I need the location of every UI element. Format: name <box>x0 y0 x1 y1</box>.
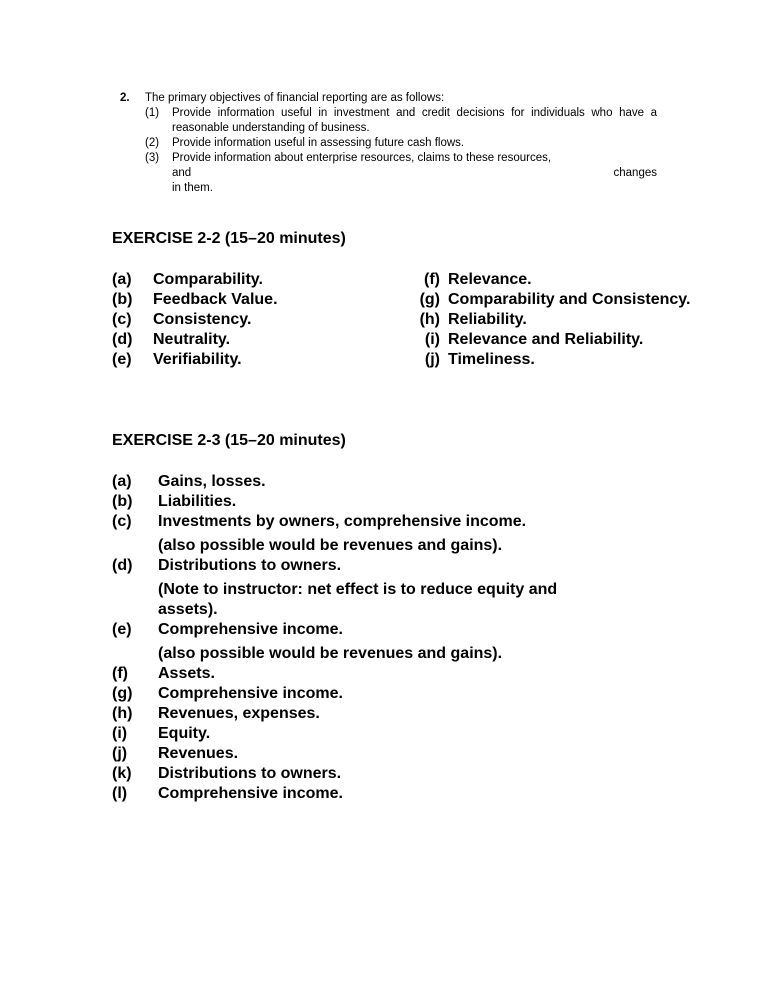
objective-text-3-line2-left: and <box>172 167 192 179</box>
objective-text-1: Provide information useful in investment and credit decisions for individuals who have a reasonable understanding of business. <box>172 107 657 134</box>
list-item-text: Comprehensive income. <box>158 785 343 802</box>
list-item-note: (also possible would be revenues and gains). <box>158 645 503 662</box>
objective-label-2: (2) <box>145 137 160 149</box>
list-item-text: Liabilities. <box>158 493 237 510</box>
list-item-text: Distributions to owners. <box>158 557 342 574</box>
list-item-text: Gains, losses. <box>158 473 266 490</box>
list-item-label: (l) <box>112 785 128 802</box>
list-item-label: (j) <box>424 351 440 368</box>
list-item-text: Comprehensive income. <box>158 685 343 702</box>
list-item-label: (h) <box>419 311 440 328</box>
list-item-label: (g) <box>112 685 133 702</box>
list-item-text: Verifiability. <box>153 351 242 368</box>
objective-label-3: (3) <box>145 152 160 164</box>
list-item-label: (c) <box>112 513 132 530</box>
list-item-label: (j) <box>112 745 128 762</box>
list-item-text: Revenues. <box>158 745 239 762</box>
list-item-note: (also possible would be revenues and gains). <box>158 537 503 554</box>
list-item-text: Consistency. <box>153 311 252 328</box>
list-item-label: (g) <box>419 291 440 308</box>
objective-text-2: Provide information useful in assessing future cash flows. <box>172 137 465 149</box>
list-item-label: (d) <box>112 557 133 574</box>
list-item-text: Relevance and Reliability. <box>448 331 644 348</box>
list-item-text: Comparability and Consistency. <box>448 291 691 308</box>
list-item-label: (i) <box>112 725 128 742</box>
list-item-label: (b) <box>112 291 133 308</box>
list-item-text: Distributions to owners. <box>158 765 342 782</box>
objective-text-3-line2-right: changes <box>613 167 657 179</box>
list-item-text: Investments by owners, comprehensive income. <box>158 513 527 530</box>
list-item-note: assets). <box>158 601 218 618</box>
list-item-text: Feedback Value. <box>153 291 278 308</box>
list-item-label: (d) <box>112 331 133 348</box>
section-intro: The primary objectives of financial reporting are as follows: <box>145 92 445 104</box>
list-item-label: (e) <box>112 351 132 368</box>
list-item-label: (k) <box>112 765 132 782</box>
list-item-label: (b) <box>112 493 133 510</box>
list-item-note: (Note to instructor: net effect is to reduce equity and <box>158 581 558 598</box>
list-item-label: (f) <box>112 665 128 682</box>
objective-label-1: (1) <box>145 107 160 119</box>
list-item-text: Revenues, expenses. <box>158 705 320 722</box>
list-item-label: (e) <box>112 621 132 638</box>
list-item-label: (a) <box>112 271 132 288</box>
list-item-text: Comprehensive income. <box>158 621 343 638</box>
section-number: 2. <box>120 92 130 104</box>
list-item-text: Comparability. <box>153 271 263 288</box>
list-item-text: Timeliness. <box>448 351 535 368</box>
list-item-label: (h) <box>112 705 133 722</box>
objective-text-3-line1: Provide information about enterprise resources, claims to these resources, <box>172 152 552 164</box>
list-item-text: Assets. <box>158 665 215 682</box>
objective-text-3-line3: in them. <box>172 182 213 194</box>
list-item-text: Equity. <box>158 725 211 742</box>
list-item-label: (c) <box>112 311 132 328</box>
list-item-text: Relevance. <box>448 271 532 288</box>
exercise-2-2-heading: EXERCISE 2-2 (15–20 minutes) <box>112 230 346 247</box>
list-item-text: Reliability. <box>448 311 527 328</box>
list-item-label: (f) <box>424 271 440 288</box>
exercise-2-3-heading: EXERCISE 2-3 (15–20 minutes) <box>112 432 346 449</box>
list-item-text: Neutrality. <box>153 331 231 348</box>
list-item-label: (a) <box>112 473 132 490</box>
list-item-label: (i) <box>424 331 440 348</box>
